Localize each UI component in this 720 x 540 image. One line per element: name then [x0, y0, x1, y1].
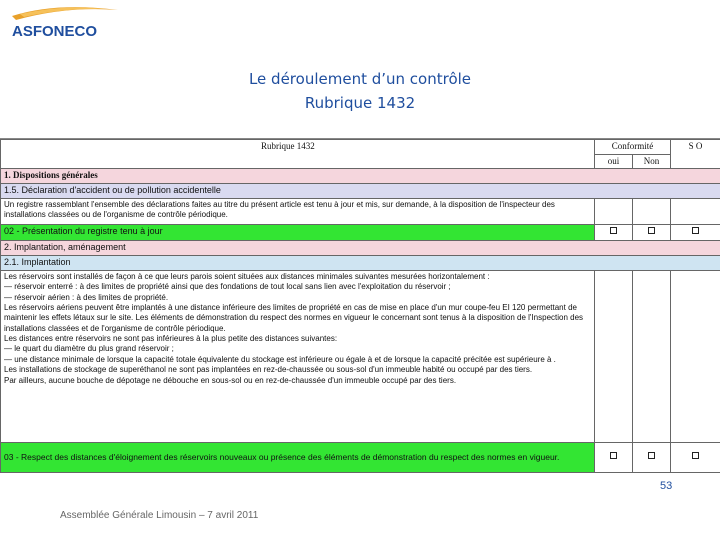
item-03: 03 - Respect des distances d'éloignement des réservoirs nouveaux ou présence des éléments de démonstration du respect des normes en vigueur.	[1, 442, 595, 472]
page-number: 53	[660, 480, 673, 492]
footer-text: Assemblée Générale Limousin – 7 avril 2011	[60, 510, 259, 521]
text-1-5: Un registre rassemblant l'ensemble des déclarations faites au titre du présent article est tenu à jour et mis, sur demande, à la disposition de l'inspecteur des installations classées ou de l'organisme de contrôle périodique.	[1, 199, 595, 225]
slide-subtitle: Rubrique 1432	[304, 94, 416, 112]
compliance-table	[0, 139, 720, 473]
header-oui: oui	[595, 154, 633, 169]
header-conformite: Conformité	[595, 140, 671, 155]
subsection-1-5: 1.5. Déclaration d'accident ou de pollution accidentelle	[1, 184, 720, 199]
text-2-1-line: Les réservoirs aériens peuvent être implantés à une distance inférieure des limites de propriété en cas de mise en place d'un mur coupe-feu EI 120 permettant de maintenir les effets létaux sur le site. Les éléments de démonstration du respect des normes en vigueur le concernant sont tenus à la disposition de l'Inspection des installations classées et de l'organisme de contrôle périodique.	[4, 302, 584, 333]
section-implantation: 2. Implantation, aménagement	[1, 241, 720, 256]
text-2-1-line: — le quart du diamètre du plus grand réservoir ;	[4, 344, 174, 354]
checkbox-02-oui[interactable]	[610, 227, 617, 234]
logo-text: ASFONECO	[12, 23, 98, 40]
checkbox-02-non[interactable]	[648, 227, 655, 234]
text-2-1-line: Les réservoirs sont installés de façon à ce que leurs parois soient situées aux distances minimales suivantes mesurées horizontalement :	[4, 271, 490, 281]
text-2-1-line: Par ailleurs, aucune bouche de dépotage ne débouche en sous-sol ou en rez-de-chaussée d'un immeuble occupé par des tiers.	[4, 375, 457, 385]
text-2-1-line: — réservoir aérien : à des limites de propriété.	[4, 292, 169, 302]
header-rubrique: Rubrique 1432	[1, 140, 595, 169]
text-2-1-line: — une distance minimale de lorsque la capacité totale équivalente du stockage est inférieure ou égale à et de lorsque la capacité précitée est supérieure à .	[4, 354, 556, 364]
checkbox-02-so[interactable]	[692, 227, 699, 234]
header-non: Non	[633, 154, 671, 169]
section-dispositions-generales: 1. Dispositions générales	[1, 169, 720, 184]
checkbox-03-non[interactable]	[648, 452, 655, 459]
header-so: S O	[671, 140, 720, 169]
text-2-1	[1, 270, 595, 442]
checkbox-03-so[interactable]	[692, 452, 699, 459]
subsection-2-1: 2.1. Implantation	[1, 255, 720, 270]
text-2-1-line: Les installations de stockage de superéthanol ne sont pas implantées en rez-de-chaussée ou sous-sol d'un immeuble habité ou occupé par des tiers.	[4, 365, 533, 375]
asfoneco-logo	[6, 2, 126, 42]
slide-title: Le déroulement d’un contrôle	[248, 70, 472, 88]
item-02: 02 - Présentation du registre tenu à jour	[1, 225, 595, 241]
text-2-1-line: Les distances entre réservoirs ne sont pas inférieures à la plus petite des distances suivantes:	[4, 334, 338, 344]
text-2-1-line: — réservoir enterré : à des limites de propriété ainsi que des fondations de tout local sans lien avec l'exploitation du réservoir ;	[4, 282, 451, 292]
checkbox-03-oui[interactable]	[610, 452, 617, 459]
